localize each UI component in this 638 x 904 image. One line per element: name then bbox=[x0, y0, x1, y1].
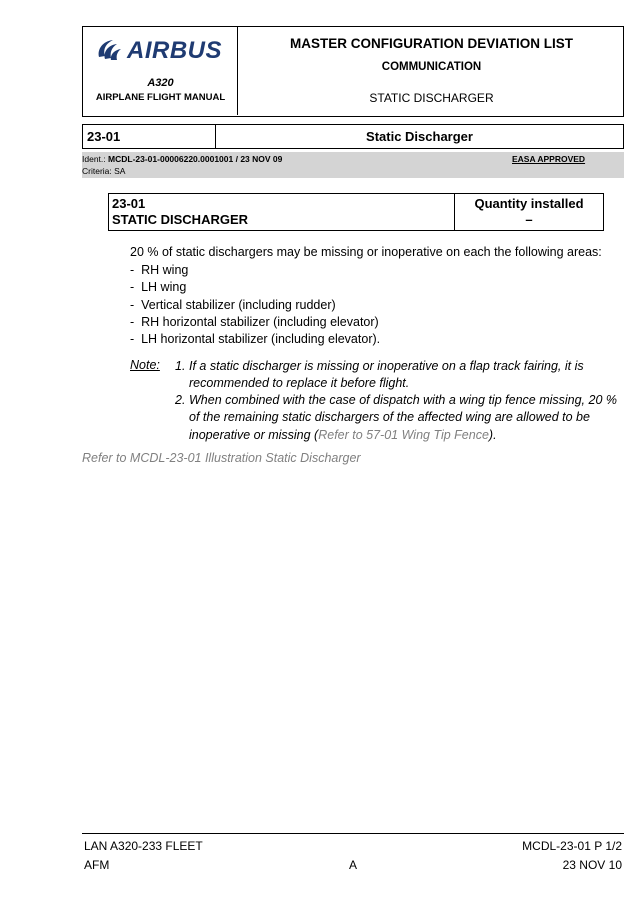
list-item: - RH horizontal stabilizer (including elevator) bbox=[130, 314, 379, 329]
item-subtitle: STATIC DISCHARGER bbox=[369, 91, 494, 105]
note-1 bbox=[175, 358, 625, 393]
footer-date: 23 NOV 10 bbox=[562, 858, 622, 872]
airbus-emblem-icon bbox=[95, 37, 125, 65]
note-number: 2. bbox=[175, 393, 186, 407]
document-title: MASTER CONFIGURATION DEVIATION LIST bbox=[290, 36, 573, 51]
note-2 bbox=[175, 392, 625, 444]
item-code: 23-01 bbox=[87, 129, 121, 144]
footer-page: MCDL-23-01 P 1/2 bbox=[522, 839, 622, 853]
note-text: When combined with the case of dispatch with a wing tip fence missing, 20 % of the remaining static dischargers of the affected wing are allowed to be inoperative or missing (Refer to 57-01 Wing Tip Fence). bbox=[189, 393, 617, 442]
list-item: - Vertical stabilizer (including rudder) bbox=[130, 297, 336, 312]
note-number: 1. bbox=[175, 359, 186, 373]
criteria-line: Criteria: SA bbox=[82, 166, 126, 176]
item-box-name: STATIC DISCHARGER bbox=[112, 212, 249, 227]
footer-rule bbox=[82, 833, 624, 834]
note-label: Note: bbox=[130, 358, 160, 372]
ident-label: Ident.: bbox=[82, 154, 106, 164]
footer-revision: A bbox=[349, 858, 358, 872]
intro-text: 20 % of static dischargers may be missing or inoperative on each the following areas: bbox=[130, 245, 602, 259]
ident-line bbox=[82, 154, 282, 164]
list-item: - RH wing bbox=[130, 263, 189, 277]
footer-fleet: LAN A320-233 FLEET bbox=[84, 839, 203, 853]
item-box bbox=[108, 193, 604, 231]
ident-band bbox=[82, 152, 624, 178]
chapter-title: COMMUNICATION bbox=[381, 61, 482, 73]
item-title-row bbox=[82, 124, 624, 149]
quantity-value: – bbox=[525, 212, 533, 227]
aircraft-type: A320 bbox=[147, 77, 174, 89]
approval-badge: EASA APPROVED bbox=[512, 154, 586, 164]
illustration-reference-link[interactable]: Refer to MCDL-23-01 Illustration Static Discharger bbox=[82, 451, 361, 465]
airbus-logo bbox=[95, 37, 227, 65]
item-title: Static Discharger bbox=[366, 129, 473, 144]
wing-tip-fence-reference-link[interactable]: Refer to 57-01 Wing Tip Fence bbox=[318, 427, 489, 442]
list-item: - LH horizontal stabilizer (including elevator). bbox=[130, 332, 381, 347]
list-item: - LH wing bbox=[130, 280, 187, 295]
header-logo-cell bbox=[83, 27, 238, 115]
item-box-code: 23-01 bbox=[112, 196, 146, 211]
brand-wordmark: AIRBUS bbox=[127, 37, 223, 64]
ident-value: MCDL-23-01-00006220.0001001 / 23 NOV 09 bbox=[108, 154, 283, 164]
document-header bbox=[82, 26, 624, 117]
footer-doc: AFM bbox=[84, 858, 110, 872]
areas-list bbox=[130, 262, 380, 348]
quantity-label: Quantity installed bbox=[474, 196, 584, 211]
note-text: If a static discharger is missing or inoperative on a flap track fairing, it is recommended to replace it before flight. bbox=[189, 359, 584, 391]
manual-name: AIRPLANE FLIGHT MANUAL bbox=[95, 92, 226, 103]
